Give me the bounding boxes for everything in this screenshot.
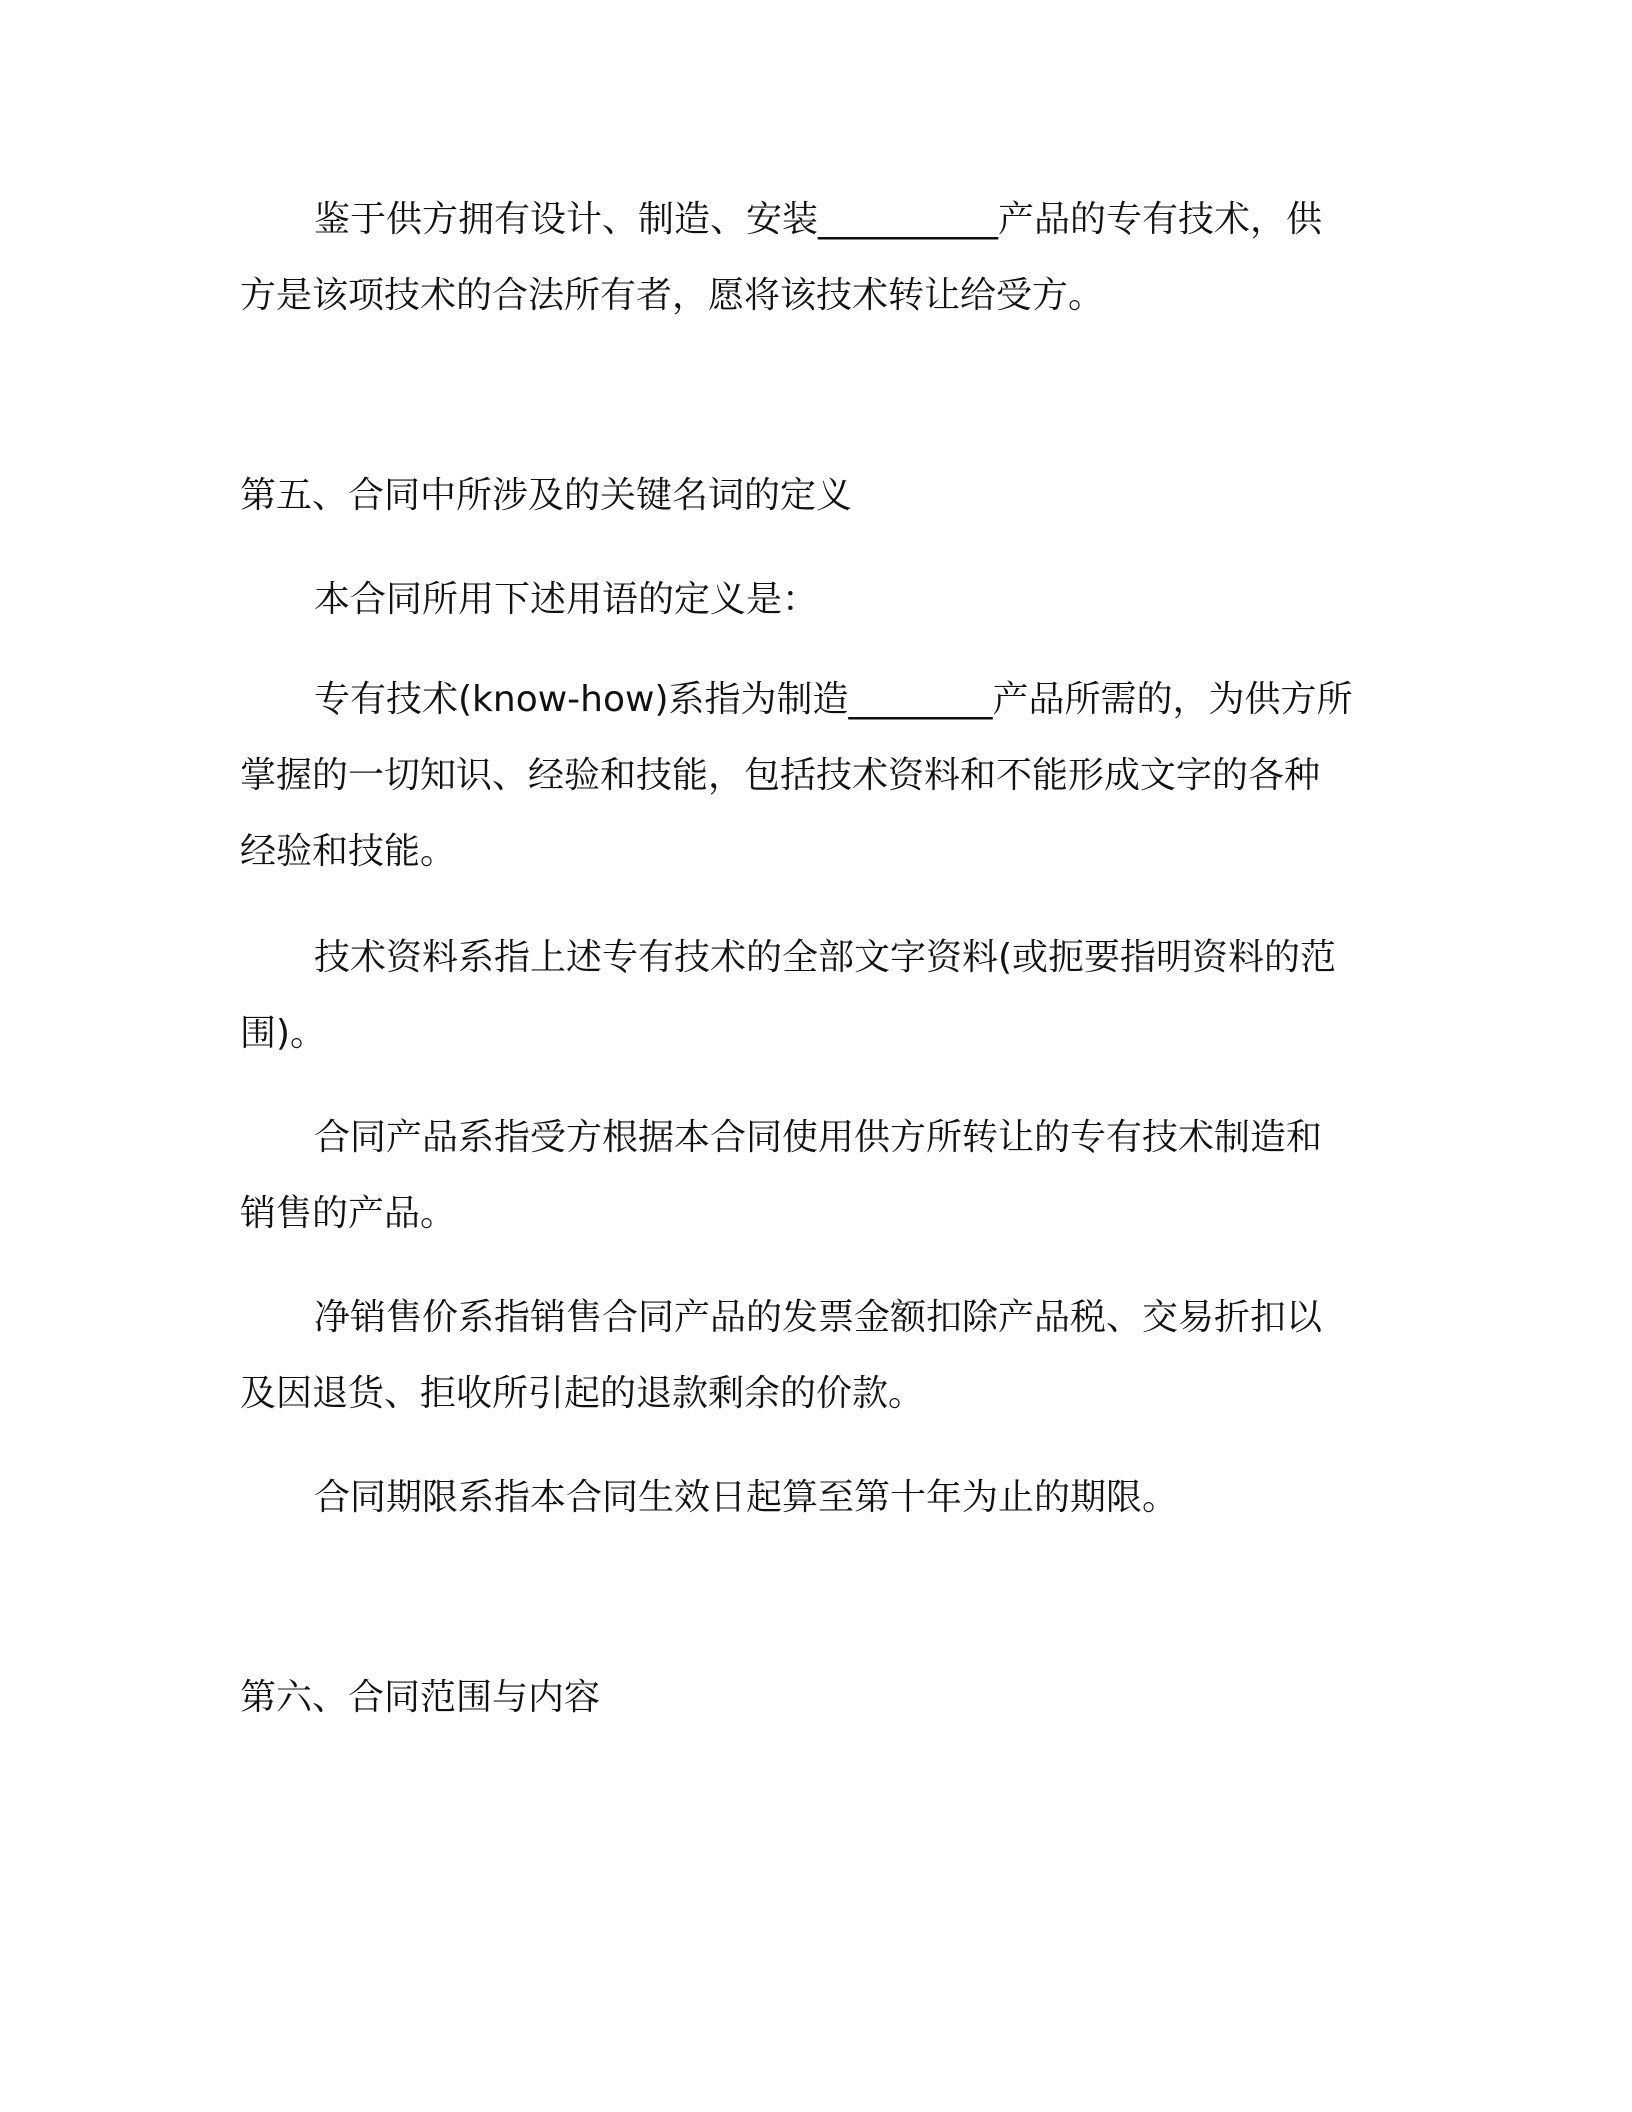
- preamble-line-2: 方是该项技术的合法所有者，愿将该技术转让给受方。: [240, 275, 1105, 316]
- tech-data-definition-line-2: 围)。: [240, 1013, 327, 1054]
- section-5-heading: 第五、合同中所涉及的关键名词的定义: [240, 475, 853, 516]
- know-how-definition-line-3: 经验和技能。: [240, 831, 457, 872]
- know-how-definition-line-1: 专有技术(know-how)系指为制造________产品所需的，为供方所: [314, 679, 1353, 720]
- preamble-line-1: 鉴于供方拥有设计、制造、安装__________产品的专有技术，供: [314, 199, 1323, 240]
- contract-product-definition-line-2: 销售的产品。: [240, 1193, 457, 1234]
- net-price-definition-line-1: 净销售价系指销售合同产品的发票金额扣除产品税、交易折扣以: [314, 1297, 1323, 1338]
- section-6-heading: 第六、合同范围与内容: [240, 1677, 601, 1718]
- net-price-definition-line-2: 及因退货、拒收所引起的退款剩余的价款。: [240, 1373, 925, 1414]
- tech-data-definition-line-1: 技术资料系指上述专有技术的全部文字资料(或扼要指明资料的范: [314, 937, 1337, 978]
- definitions-intro: 本合同所用下述用语的定义是：: [314, 579, 819, 620]
- contract-term-definition: 合同期限系指本合同生效日起算至第十年为止的期限。: [314, 1477, 1179, 1518]
- contract-product-definition-line-1: 合同产品系指受方根据本合同使用供方所转让的专有技术制造和: [314, 1117, 1323, 1158]
- know-how-definition-line-2: 掌握的一切知识、经验和技能，包括技术资料和不能形成文字的各种: [240, 755, 1321, 796]
